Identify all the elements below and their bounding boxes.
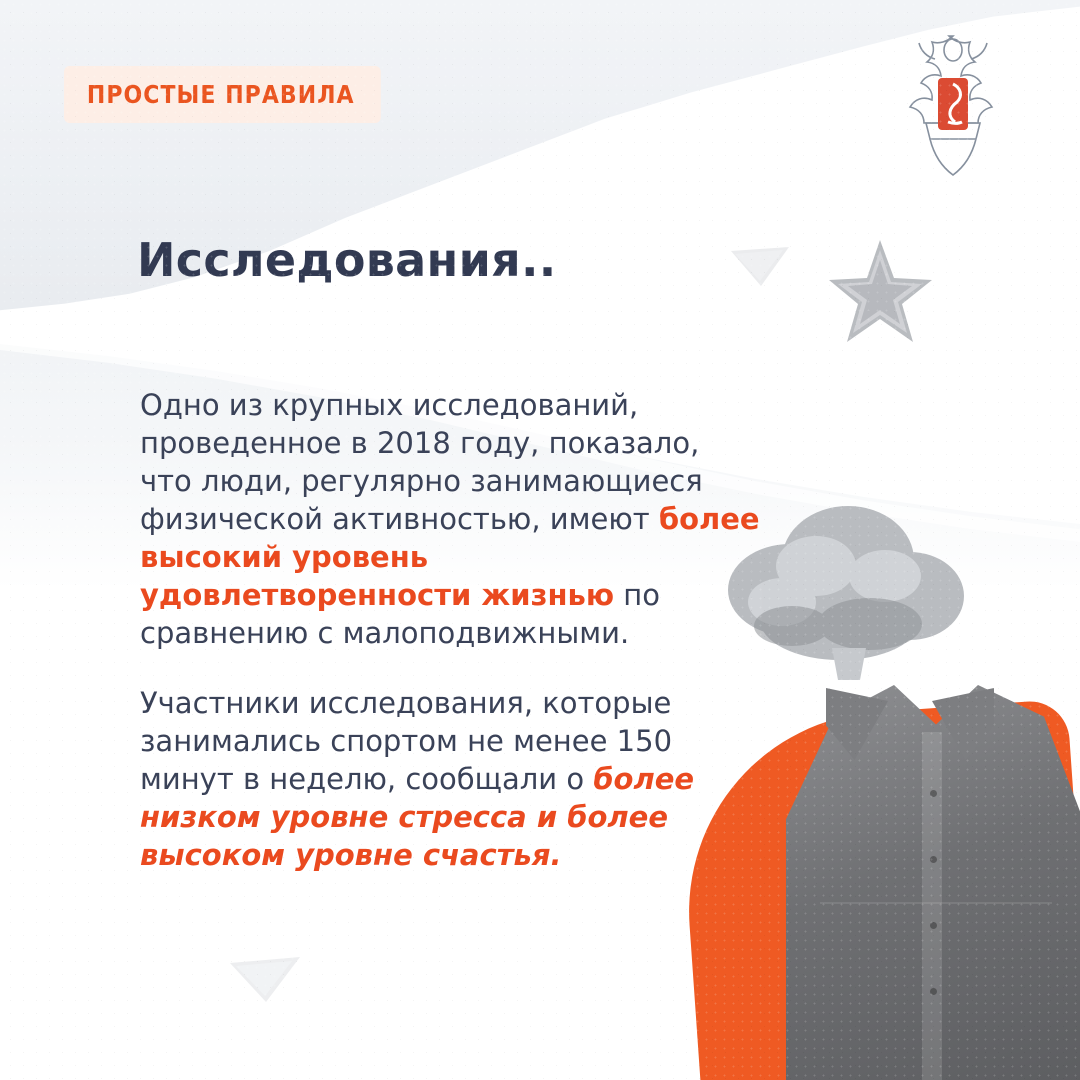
shirt-placket	[922, 732, 942, 1080]
badge-simple-rules: ПРОСТЫЕ ПРАВИЛА	[64, 66, 381, 123]
triangle-icon-top	[729, 245, 791, 287]
star-icon	[828, 238, 933, 346]
paragraph-1-lead: Одно из крупных исследований, проведенное в 2018 году, показало, что люди, регулярно занимающиеся физической активностью, имеют	[140, 388, 703, 536]
shirt-sleeve-seam	[820, 902, 1052, 904]
shirt-button	[930, 922, 937, 929]
paragraph-1-tail: по сравнению с малоподвижными.	[140, 578, 660, 650]
paragraph-2-highlight: более низком уровне стресса и более высоком уровне счастья.	[140, 762, 695, 872]
body-copy	[140, 386, 760, 874]
paragraph-2	[140, 684, 760, 874]
rospotrebnadzor-emblem-icon	[878, 26, 1028, 186]
shirt-button	[930, 988, 937, 995]
triangle-icon-bottom	[228, 955, 302, 1003]
paragraph-1	[140, 386, 760, 652]
paragraph-2-lead: Участники исследования, которые занимались спортом не менее 150 минут в неделю, сообщали о	[140, 686, 673, 796]
paragraph-1-highlight: более высокий уровень удовлетворенности жизнью	[140, 502, 760, 612]
shirt-button	[930, 790, 937, 797]
page-title: Исследования..	[137, 233, 557, 287]
shirt-button	[930, 856, 937, 863]
